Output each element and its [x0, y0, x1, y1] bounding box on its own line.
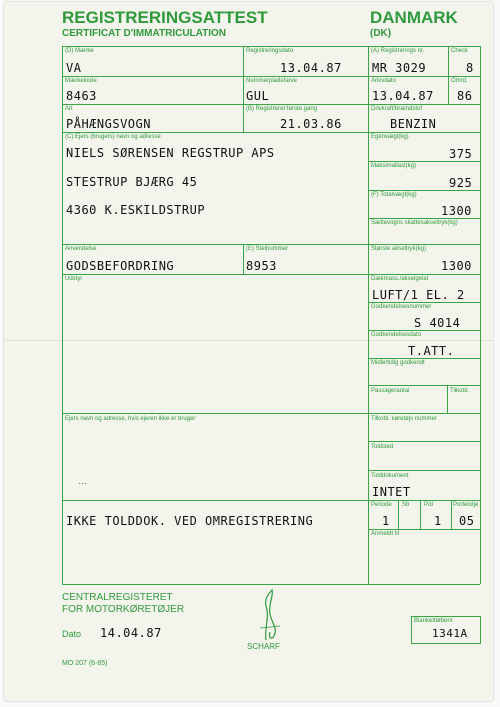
dato-value: 14.04.87 — [100, 626, 162, 640]
grid-line — [62, 274, 480, 275]
grid-line — [368, 190, 480, 191]
toldsted-label: Toldsted — [371, 444, 394, 450]
grid-line — [368, 218, 480, 219]
arkivdato-value: 13.04.87 — [372, 89, 434, 103]
pd-label: P/d — [424, 502, 434, 508]
grid-line — [62, 76, 480, 77]
grid-line — [368, 385, 480, 386]
art-label: Art — [65, 106, 73, 112]
grid-line — [368, 529, 480, 530]
saettevogns-label: Sættevogns skattesakseltryk(kg) — [371, 220, 458, 226]
grid-line — [62, 132, 480, 133]
anvendelse-value: GODSBEFORDRING — [66, 259, 175, 273]
grid-line — [62, 104, 480, 105]
portelotje-label: Portelotje — [453, 502, 479, 508]
godkendelsesdato-label: Godkendelsesdato — [371, 332, 422, 338]
registreringsnr-label: (A) Registrerings nr. — [371, 48, 425, 54]
grid-line — [243, 46, 244, 132]
country-code: (DK) — [370, 28, 392, 39]
pd-value: 1 — [434, 514, 442, 528]
nummerpladefarve-label: Nummerpladefarve — [246, 78, 298, 84]
stelnummer-label: (E) Stelnummer — [246, 246, 289, 252]
ejer-ikke-bruger-label: Ejers navn og adresse, hvis ejeren ikke er bruger — [65, 416, 196, 422]
art-value: PÅHÆNGSVOGN — [66, 117, 151, 131]
passagerantal-label: Passagerantal — [371, 388, 410, 394]
form-code: MO 207 (6-85) — [62, 660, 108, 667]
grid-line — [62, 584, 480, 585]
nummerpladefarve-value: GUL — [246, 89, 270, 103]
ejer-label: (C) Ejers (brugers) navn og adresse — [65, 134, 161, 140]
daekmasse-label: Dækmass./akselgelat — [371, 276, 429, 282]
egenvaegt-value: 375 — [449, 147, 473, 161]
tilkobl-koeretoej-label: Tilkobl. køretøjs nummer — [371, 416, 437, 422]
foerste-gang-label: (B) Registreret første gang — [246, 106, 318, 112]
godkendelsesdato-value: T.ATT. — [408, 344, 455, 358]
periode-label: Periode — [371, 502, 392, 508]
blanket-value: 1341A — [432, 627, 468, 640]
fold-crease — [4, 340, 493, 341]
grid-line — [398, 500, 399, 529]
ejer-line-1: NIELS SØRENSEN REGSTRUP APS — [66, 146, 275, 160]
check-value: 8 — [466, 61, 474, 75]
remark-text: IKKE TOLDDOK. VED OMREGISTRERING — [66, 514, 314, 528]
maerke-label: (D) Mærke — [65, 48, 94, 54]
grid-line — [243, 244, 244, 274]
grid-line — [451, 500, 452, 529]
grid-line — [62, 46, 480, 47]
country-name: DANMARK — [370, 8, 458, 27]
grid-line — [368, 302, 480, 303]
maerkekode-value: 8463 — [66, 89, 97, 103]
totalvaegt-label: (F) Totalvægt(kg) — [371, 192, 417, 198]
godkendelsesnummer-value: S 4014 — [414, 316, 461, 330]
registreringsdato-label: Registreringsdato — [246, 48, 294, 54]
document-title: REGISTRERINGSATTEST — [62, 8, 268, 27]
midlertidig-label: Midlertidig godkendt — [371, 360, 425, 366]
grid-line — [480, 46, 481, 584]
portelotje-value: 05 — [459, 514, 475, 528]
maerkekode-label: Mærkekode — [65, 78, 97, 84]
stelnummer-value: 8953 — [246, 259, 277, 273]
blanket-label: Blankettløbenr. — [414, 618, 455, 624]
registreringsdato-value: 13.04.87 — [280, 61, 342, 75]
arkivdato-label: Arkivdato — [371, 78, 397, 84]
egenvaegt-label: Egenvægt(kg) — [371, 134, 409, 140]
anmeldt-label: Anmeldt til — [371, 531, 400, 537]
registreringsnr-value: MR 3029 — [372, 61, 427, 75]
tolddokument-value: INTET — [372, 485, 411, 499]
maerke-value: VA — [66, 61, 82, 75]
grid-line — [62, 500, 480, 501]
grid-line — [62, 244, 480, 245]
periode-value: 1 — [382, 514, 390, 528]
check-label: Check — [451, 48, 469, 54]
registry-line-1: CENTRALREGISTERET — [62, 592, 173, 603]
ejer-line-2: STESTRUP BJÆRG 45 — [66, 175, 198, 189]
signature-name: SCHARF — [247, 642, 280, 651]
udstyr-label: Udstyr — [65, 276, 83, 282]
omrd-label: Omrd. — [451, 78, 468, 84]
document-subtitle: CERTIFICAT D'IMMATRICULATION — [62, 28, 227, 39]
grid-line — [368, 358, 480, 359]
drivkraft-label: Drivkraft/brændstof — [371, 106, 423, 112]
tolddokument-label: Tolddokument — [371, 473, 409, 479]
totalvaegt-value: 1300 — [441, 204, 472, 218]
sb-label: Sb — [402, 502, 410, 508]
maksimallast-label: Maksimallast(kg) — [371, 163, 417, 169]
grid-line — [420, 500, 421, 529]
godkendelsesnummer-label: Godkendelsesnummer — [371, 304, 432, 310]
akseltryk-value: 1300 — [441, 259, 472, 273]
anvendelse-label: Anvendelse — [65, 246, 97, 252]
signature-mark — [252, 588, 292, 644]
akseltryk-label: Største akseltryk(kg) — [371, 246, 427, 252]
ejer-line-3: 4360 K.ESKILDSTRUP — [66, 203, 206, 217]
grid-line — [368, 161, 480, 162]
grid-line — [62, 413, 480, 414]
grid-line — [368, 330, 480, 331]
grid-line — [368, 470, 480, 471]
registry-line-2: FOR MOTORKØRETØJER — [62, 604, 185, 615]
omrd-value: 86 — [457, 89, 473, 103]
maksimallast-value: 925 — [449, 176, 473, 190]
daekmasse-value: LUFT/1 EL. 2 — [372, 288, 465, 302]
grid-line — [368, 46, 369, 584]
ellipsis-mark: … — [78, 476, 87, 486]
dato-label: Dato — [62, 629, 82, 639]
grid-line — [448, 46, 449, 104]
grid-line — [62, 46, 63, 584]
drivkraft-value: BENZIN — [390, 117, 437, 131]
foerste-gang-value: 21.03.86 — [280, 117, 342, 131]
grid-line — [368, 441, 480, 442]
grid-line — [447, 385, 448, 413]
tilkobl-label: Tilkobl. — [450, 388, 469, 394]
